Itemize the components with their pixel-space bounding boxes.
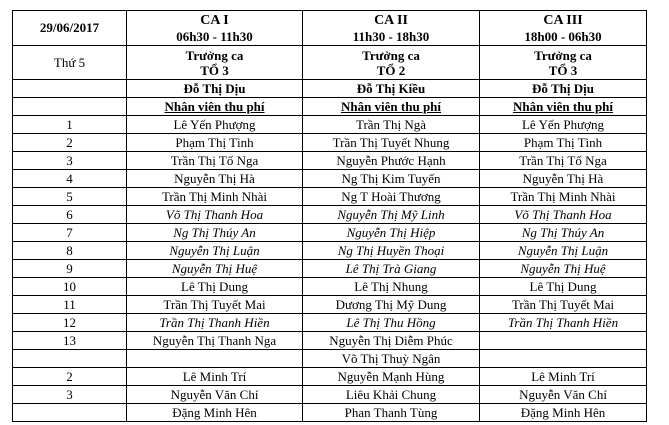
date-cell: 29/06/2017 — [13, 11, 127, 46]
shift-2-staff: Ng T Hoài Thương — [303, 188, 480, 206]
shift-3-staff: Lê Thị Dung — [480, 278, 647, 296]
shift-2-staff: Phan Thanh Tùng — [303, 404, 480, 422]
shift-3-staff: Võ Thị Thanh Hoa — [480, 206, 647, 224]
staff-header-row — [13, 98, 647, 116]
staff-row — [13, 386, 647, 404]
shift-2-lead-role: Trưởng ca — [362, 47, 420, 63]
shift-1-staff: Nguyễn Thị Thanh Nga — [127, 332, 303, 350]
row-number: 9 — [13, 260, 127, 278]
shift-3-leader: Đỗ Thị Dịu — [480, 80, 647, 98]
shift-1-lead-team: TỔ 3 — [200, 62, 229, 78]
shift-2-staff: Nguyễn Thị Diễm Phúc — [303, 332, 480, 350]
row-number: 3 — [13, 386, 127, 404]
shift-3-staff-header: Nhân viên thu phí — [480, 98, 647, 116]
shift-lead-row — [13, 46, 647, 80]
shift-1-staff: Ng Thị Thúy An — [127, 224, 303, 242]
shift-2-staff: Trần Thị Ngà — [303, 116, 480, 134]
staff-row — [13, 350, 647, 368]
shift-1-staff: Trần Thị Minh Nhài — [127, 188, 303, 206]
shift-3-staff — [480, 350, 647, 368]
shift-3-lead-role: Trưởng ca — [534, 47, 592, 63]
shift-3-staff: Phạm Thị Tình — [480, 134, 647, 152]
shift-1-staff: Võ Thị Thanh Hoa — [127, 206, 303, 224]
shift-1-leader: Đỗ Thị Dịu — [127, 80, 303, 98]
shift-2-lead — [303, 46, 480, 80]
shift-1-staff: Lê Minh Trí — [127, 368, 303, 386]
staff-row — [13, 152, 647, 170]
staff-row — [13, 368, 647, 386]
shift-3-staff: Lê Yến Phượng — [480, 116, 647, 134]
row-number: 10 — [13, 278, 127, 296]
staff-row — [13, 314, 647, 332]
shift-3-lead — [480, 46, 647, 80]
staff-row — [13, 260, 647, 278]
shift-1-staff: Trần Thị Tuyết Mai — [127, 296, 303, 314]
row-number: 1 — [13, 116, 127, 134]
row-number: 2 — [13, 134, 127, 152]
shift-2-staff-header: Nhân viên thu phí — [303, 98, 480, 116]
row-number: 4 — [13, 170, 127, 188]
staff-row — [13, 206, 647, 224]
shift-1-header — [127, 11, 303, 46]
shift-2-staff: Dương Thị Mỹ Dung — [303, 296, 480, 314]
leader-name-row — [13, 80, 647, 98]
staff-row — [13, 170, 647, 188]
shift-1-staff — [127, 350, 303, 368]
row-number: 3 — [13, 152, 127, 170]
row-number: 11 — [13, 296, 127, 314]
shift-3-name: CA III — [543, 12, 583, 28]
shift-3-staff: Lê Minh Trí — [480, 368, 647, 386]
staff-row — [13, 404, 647, 422]
shift-schedule-table — [12, 10, 647, 422]
shift-3-staff: Trần Thị Tuyết Mai — [480, 296, 647, 314]
staff-row — [13, 224, 647, 242]
shift-1-staff: Nguyễn Thị Huệ — [127, 260, 303, 278]
staff-row — [13, 296, 647, 314]
shift-3-staff — [480, 332, 647, 350]
shift-2-staff: Nguyễn Thị Mỹ Linh — [303, 206, 480, 224]
shift-2-staff: Liêu Khải Chung — [303, 386, 480, 404]
shift-1-staff-header: Nhân viên thu phí — [127, 98, 303, 116]
row-number — [13, 404, 127, 422]
header-row — [13, 11, 647, 46]
row-number: 8 — [13, 242, 127, 260]
shift-2-staff: Võ Thị Thuỳ Ngân — [303, 350, 480, 368]
shift-1-staff: Trần Thị Thanh Hiền — [127, 314, 303, 332]
shift-3-lead-team: TỔ 3 — [548, 62, 578, 78]
shift-1-staff: Lê Yến Phượng — [127, 116, 303, 134]
row-number: 13 — [13, 332, 127, 350]
staff-header-blank — [13, 98, 127, 116]
shift-3-staff: Trần Thị Thanh Hiền — [480, 314, 647, 332]
shift-1-staff: Đặng Minh Hên — [127, 404, 303, 422]
shift-3-staff: Trần Thị Minh Nhài — [480, 188, 647, 206]
shift-2-staff: Lê Thị Nhung — [303, 278, 480, 296]
shift-1-lead — [127, 46, 303, 80]
shift-1-staff: Nguyễn Thị Hà — [127, 170, 303, 188]
shift-3-header — [480, 11, 647, 46]
staff-row — [13, 332, 647, 350]
shift-2-name: CA II — [374, 12, 408, 28]
shift-2-staff: Nguyễn Phước Hạnh — [303, 152, 480, 170]
staff-row — [13, 278, 647, 296]
staff-row — [13, 242, 647, 260]
shift-3-staff: Đặng Minh Hên — [480, 404, 647, 422]
shift-3-staff: Nguyễn Thị Hà — [480, 170, 647, 188]
shift-3-staff: Nguyễn Thị Luận — [480, 242, 647, 260]
shift-1-staff: Nguyễn Thị Luận — [127, 242, 303, 260]
shift-2-staff: Nguyễn Thị Hiệp — [303, 224, 480, 242]
shift-3-staff: Ng Thị Thúy An — [480, 224, 647, 242]
row-number: 2 — [13, 368, 127, 386]
leader-label-cell — [13, 80, 127, 98]
shift-2-leader: Đỗ Thị Kiều — [303, 80, 480, 98]
shift-1-staff: Lê Thị Dung — [127, 278, 303, 296]
shift-2-header — [303, 11, 480, 46]
row-number: 6 — [13, 206, 127, 224]
shift-2-staff: Lê Thị Thu Hồng — [303, 314, 480, 332]
shift-3-staff: Trần Thị Tố Nga — [480, 152, 647, 170]
staff-row — [13, 116, 647, 134]
shift-1-staff: Nguyễn Văn Chí — [127, 386, 303, 404]
shift-2-staff: Nguyễn Mạnh Hùng — [303, 368, 480, 386]
shift-3-staff: Nguyễn Thị Huệ — [480, 260, 647, 278]
row-number — [13, 350, 127, 368]
shift-1-staff: Phạm Thị Tình — [127, 134, 303, 152]
shift-3-staff: Nguyễn Văn Chí — [480, 386, 647, 404]
staff-row — [13, 188, 647, 206]
shift-3-time: 18h00 - 06h30 — [524, 28, 602, 44]
shift-1-lead-role: Trưởng ca — [185, 47, 244, 63]
shift-2-staff: Ng Thị Huyền Thoại — [303, 242, 480, 260]
shift-2-staff: Trần Thị Tuyết Nhung — [303, 134, 480, 152]
row-number: 5 — [13, 188, 127, 206]
shift-1-name: CA I — [200, 12, 229, 28]
row-number: 12 — [13, 314, 127, 332]
shift-1-staff: Trần Thị Tố Nga — [127, 152, 303, 170]
shift-2-lead-team: TỔ 2 — [376, 62, 406, 78]
staff-row — [13, 134, 647, 152]
shift-2-staff: Lê Thị Trà Giang — [303, 260, 480, 278]
row-number: 7 — [13, 224, 127, 242]
shift-1-time: 06h30 - 11h30 — [176, 28, 253, 44]
weekday-cell: Thứ 5 — [13, 46, 127, 80]
shift-2-staff: Ng Thị Kim Tuyến — [303, 170, 480, 188]
shift-2-time: 11h30 - 18h30 — [352, 28, 430, 44]
